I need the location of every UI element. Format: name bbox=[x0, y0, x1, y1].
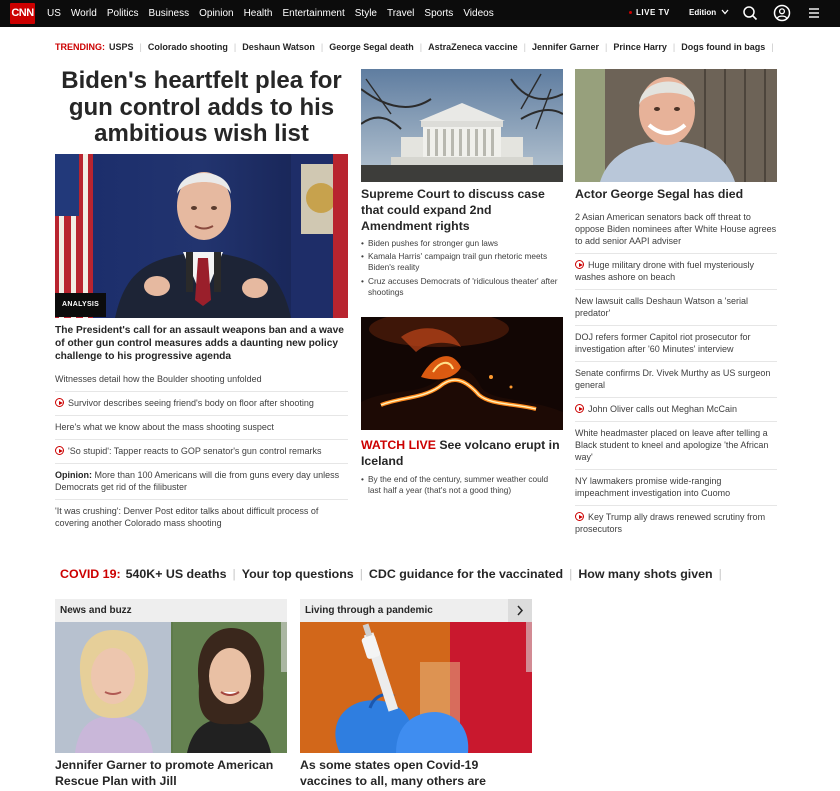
list-item[interactable] bbox=[55, 415, 348, 439]
nav-link-politics[interactable]: Politics bbox=[106, 8, 139, 19]
list-item[interactable] bbox=[575, 361, 777, 397]
list-item[interactable] bbox=[55, 439, 348, 463]
trending-item[interactable]: Colorado shooting bbox=[147, 42, 228, 52]
top-navigation-bar bbox=[0, 0, 840, 27]
divider: | bbox=[672, 42, 676, 52]
list-item[interactable] bbox=[575, 397, 777, 421]
george-segal-photo[interactable] bbox=[575, 69, 777, 182]
video-play-icon bbox=[575, 260, 584, 269]
list-item-text: John Oliver calls out Meghan McCain bbox=[588, 404, 738, 414]
list-item-text: 'It was crushing': Denver Post editor talks about difficult process of covering another Colorado mass shooting bbox=[55, 506, 319, 528]
video-play-icon bbox=[55, 398, 64, 407]
list-item[interactable] bbox=[575, 325, 777, 361]
trending-item[interactable]: Jennifer Garner bbox=[532, 42, 600, 52]
watch-live-label: WATCH LIVE bbox=[361, 438, 436, 452]
divider: | bbox=[569, 567, 573, 581]
covid-link[interactable]: CDC guidance for the vaccinated bbox=[368, 567, 564, 581]
edition-selector[interactable] bbox=[689, 8, 729, 17]
list-item[interactable] bbox=[55, 391, 348, 415]
covid-link[interactable]: How many shots given bbox=[578, 567, 713, 581]
cnn-logo[interactable]: CNN bbox=[10, 3, 35, 24]
covid-bar bbox=[60, 566, 728, 582]
supreme-court-illustration bbox=[361, 69, 563, 182]
divider: | bbox=[771, 42, 774, 52]
covid-label: COVID 19: bbox=[60, 567, 121, 581]
list-item-text: More than 100 Americans will die from guns every day unless Democrats get rid of the filibuster bbox=[55, 470, 340, 492]
card-header-news-and-buzz[interactable]: News and buzz bbox=[55, 599, 287, 622]
volcano-illustration bbox=[361, 317, 563, 430]
divider: | bbox=[718, 567, 722, 581]
list-item[interactable] bbox=[575, 469, 777, 505]
trending-label: TRENDING: bbox=[55, 42, 105, 52]
card-headline-vaccine[interactable]: As some states open Covid-19 vaccines to all, many others are bbox=[300, 758, 486, 788]
opinion-label: Opinion: bbox=[55, 470, 92, 480]
list-item-text: New lawsuit calls Deshaun Watson a 'serial predator' bbox=[575, 296, 748, 318]
card-illustration-garner bbox=[55, 622, 287, 753]
list-item[interactable] bbox=[575, 421, 777, 469]
divider: | bbox=[320, 42, 324, 52]
jill-biden-jennifer-garner-photo[interactable] bbox=[55, 622, 287, 753]
supreme-court-headline[interactable]: Supreme Court to discuss case that could expand 2nd Amendment rights bbox=[361, 187, 545, 233]
nav-link-style[interactable]: Style bbox=[354, 8, 377, 19]
list-item[interactable] bbox=[55, 368, 348, 391]
list-item-text: NY lawmakers promise wide-ranging impeachment investigation into Cuomo bbox=[575, 476, 731, 498]
trending-bar bbox=[55, 41, 780, 53]
trending-item[interactable]: USPS bbox=[109, 42, 134, 52]
divider: | bbox=[232, 567, 236, 581]
search-icon[interactable] bbox=[740, 3, 760, 23]
trending-item[interactable]: George Segal death bbox=[329, 42, 414, 52]
segal-related-list bbox=[575, 206, 777, 541]
trending-item[interactable]: AstraZeneca vaccine bbox=[428, 42, 518, 52]
divider: | bbox=[419, 42, 423, 52]
list-item[interactable] bbox=[55, 463, 348, 499]
list-item-text: Here's what we know about the mass shooting suspect bbox=[55, 422, 274, 432]
list-item[interactable] bbox=[575, 289, 777, 325]
divider: | bbox=[523, 42, 527, 52]
list-item-text: 2 Asian American senators back off threat to oppose Biden nominees after White House agrees to add senior AAPI adviser bbox=[575, 212, 777, 246]
list-item[interactable] bbox=[575, 206, 777, 253]
list-item-text: Huge military drone with fuel mysteriously washes ashore on beach bbox=[575, 260, 755, 282]
card-illustration-vaccine bbox=[300, 622, 532, 753]
section-nav bbox=[47, 0, 494, 27]
divider: | bbox=[605, 42, 608, 52]
account-icon[interactable] bbox=[772, 3, 792, 23]
trending-item[interactable]: Dogs found in bags bbox=[681, 42, 766, 52]
list-item-text: Survivor describes seeing friend's body on floor after shooting bbox=[68, 398, 314, 408]
trending-item[interactable]: Deshaun Watson bbox=[242, 42, 315, 52]
chevron-down-icon bbox=[721, 9, 729, 15]
bullet-link[interactable]: • Cruz accuses Democrats of 'ridiculous theater' after shootings bbox=[361, 276, 563, 298]
volcano-bullets bbox=[361, 474, 563, 498]
list-item-text: Senate confirms Dr. Vivek Murthy as US surgeon general bbox=[575, 368, 771, 390]
nav-link-sports[interactable]: Sports bbox=[424, 8, 454, 19]
divider: | bbox=[139, 42, 142, 52]
nav-link-world[interactable]: World bbox=[70, 8, 97, 19]
carousel-next-button[interactable] bbox=[508, 599, 532, 622]
bullet-link[interactable]: • Biden pushes for stronger gun laws bbox=[361, 238, 563, 249]
divider: | bbox=[233, 42, 237, 52]
list-item-text: Key Trump ally draws renewed scrutiny from prosecutors bbox=[575, 512, 766, 534]
card-headline-garner[interactable]: Jennifer Garner to promote American Rescue Plan with Jill bbox=[55, 758, 274, 788]
list-item-text: Witnesses detail how the Boulder shooting unfolded bbox=[55, 374, 262, 384]
george-segal-illustration bbox=[575, 69, 777, 182]
supreme-court-bullets bbox=[361, 238, 563, 300]
bullet-link[interactable]: • By the end of the century, summer weather could last half a year (that's not a good thing) bbox=[361, 474, 563, 496]
trending-item[interactable]: Prince Harry bbox=[613, 42, 667, 52]
list-item[interactable] bbox=[55, 499, 348, 535]
nav-link-us[interactable]: US bbox=[47, 8, 61, 19]
menu-icon[interactable] bbox=[804, 3, 824, 23]
covid-link[interactable]: 540K+ US deaths bbox=[125, 567, 227, 581]
bullet-link[interactable]: • Kamala Harris' campaign trail gun rhetoric meets Biden's reality bbox=[361, 251, 563, 273]
edition-label: Edition bbox=[689, 8, 717, 17]
list-item-text: 'So stupid': Tapper reacts to GOP senator's gun control remarks bbox=[68, 446, 322, 456]
video-play-icon bbox=[575, 404, 584, 413]
divider: | bbox=[359, 567, 363, 581]
lead-related-list bbox=[55, 368, 348, 535]
volcano-headline[interactable] bbox=[361, 437, 571, 469]
nav-link-entertainment[interactable]: Entertainment bbox=[282, 8, 345, 19]
list-item-text: White headmaster placed on leave after telling a Black student to kneel and apologize 'the African way' bbox=[575, 428, 769, 462]
nav-link-health[interactable]: Health bbox=[243, 8, 273, 19]
list-item[interactable] bbox=[575, 253, 777, 289]
george-segal-headline[interactable]: Actor George Segal has died bbox=[575, 187, 744, 201]
chevron-right-icon bbox=[508, 599, 532, 622]
list-item-text: DOJ refers former Capitol riot prosecutor for investigation after '60 Minutes' interview bbox=[575, 332, 751, 354]
card-header-living-through-a-pandemic[interactable]: Living through a pandemic bbox=[300, 599, 508, 622]
vaccine-photo[interactable] bbox=[300, 622, 532, 753]
live-tv-link[interactable]: LIVE TV bbox=[629, 8, 670, 17]
video-play-icon bbox=[575, 512, 584, 521]
nav-link-opinion[interactable]: Opinion bbox=[199, 8, 234, 19]
analysis-badge: ANALYSIS bbox=[55, 293, 106, 317]
nav-link-videos[interactable]: Videos bbox=[463, 8, 494, 19]
volcano-photo[interactable] bbox=[361, 317, 563, 430]
lead-summary[interactable]: The President's call for an assault weapons ban and a wave of other gun control measures adds a daunting new policy challenge to his progressive agenda bbox=[55, 325, 344, 363]
supreme-court-photo[interactable] bbox=[361, 69, 563, 182]
video-play-icon bbox=[55, 446, 64, 455]
volcano-headline-text: See volcano erupt in Iceland bbox=[361, 438, 560, 468]
nav-link-travel[interactable]: Travel bbox=[386, 8, 415, 19]
lead-headline[interactable]: Biden's heartfelt plea for gun control adds to his ambitious wish list bbox=[61, 67, 342, 147]
list-item[interactable] bbox=[575, 505, 777, 541]
nav-link-business[interactable]: Business bbox=[148, 8, 190, 19]
covid-link[interactable]: Your top questions bbox=[241, 567, 354, 581]
